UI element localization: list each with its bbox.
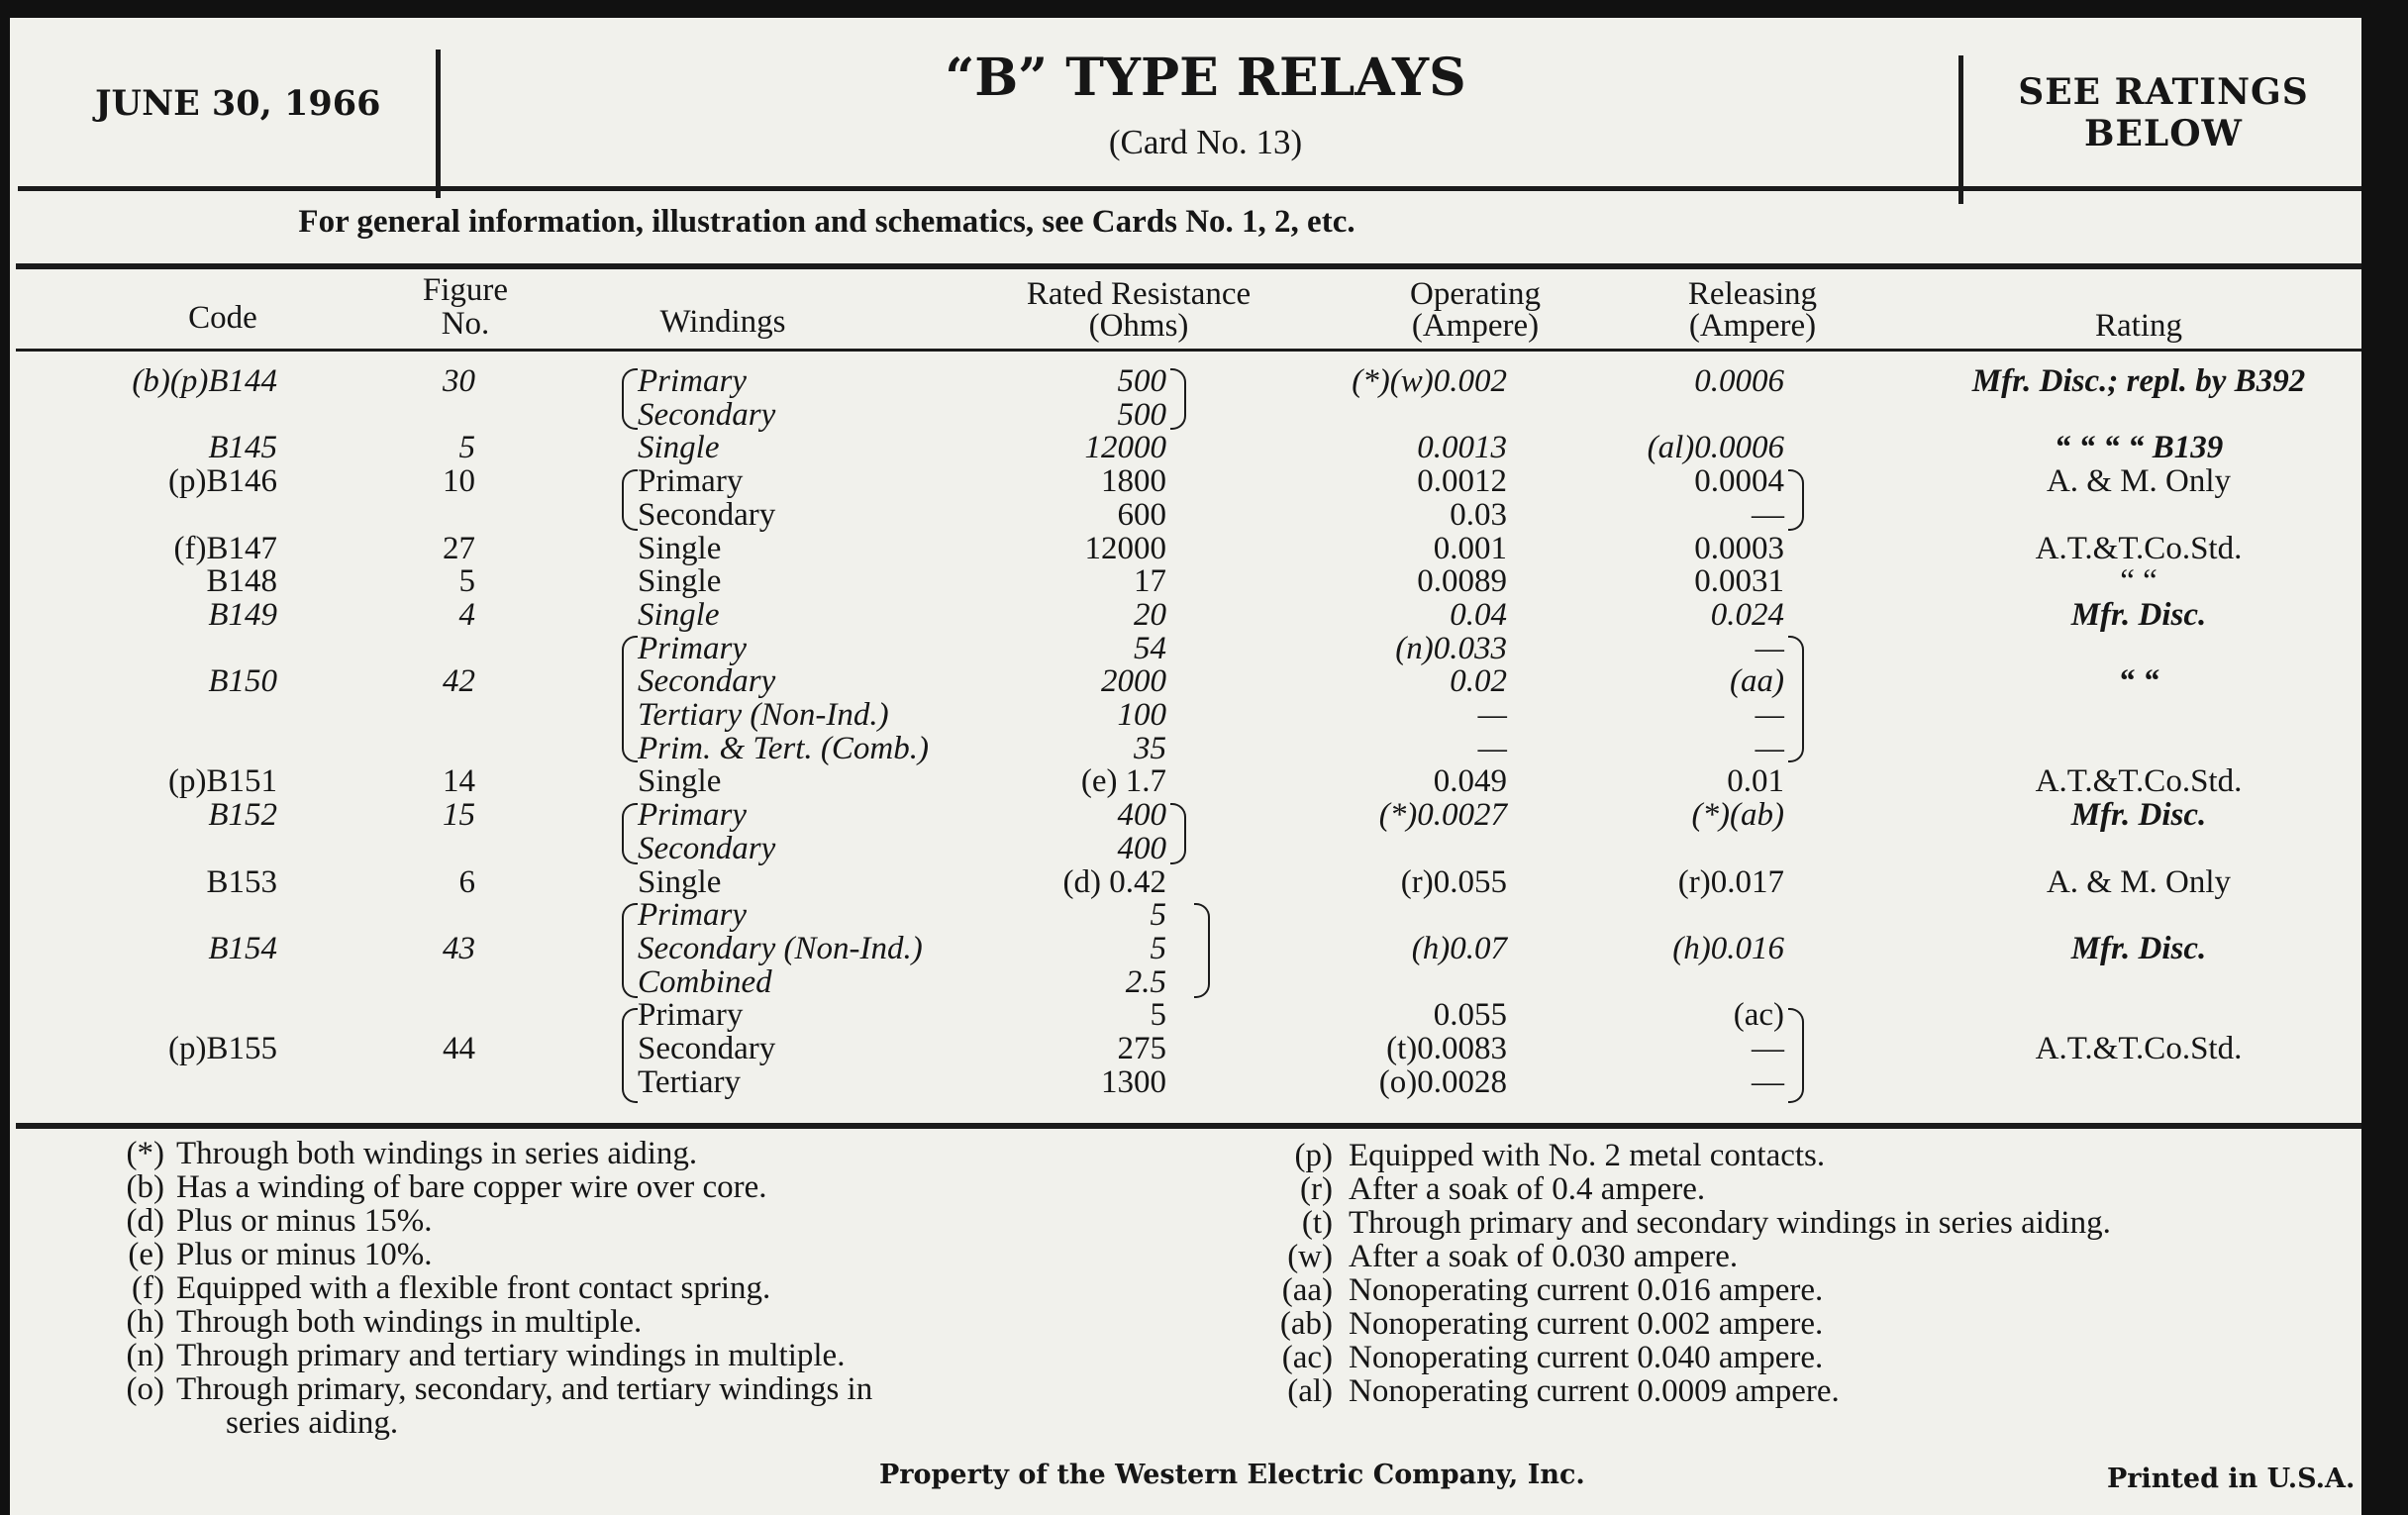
row-1-wind: Secondary	[638, 396, 776, 433]
row-0-rating: Mfr. Disc.; repl. by B392	[1971, 363, 2306, 399]
row-8-rel: —	[1755, 630, 1784, 666]
col-resistance-1: Rated Resistance	[1026, 276, 1252, 312]
footnote-right-key: (p)	[1294, 1138, 1333, 1173]
row-1-res: 500	[1117, 396, 1166, 433]
footnote-left-key: (n)	[126, 1338, 164, 1373]
row-9-rel: (aa)	[1730, 663, 1784, 700]
row-0-code: (b)(p)B144	[132, 363, 277, 399]
footnote-right-text: Equipped with No. 2 metal contacts.	[1349, 1138, 1826, 1173]
footnote-right-key: (w)	[1287, 1239, 1333, 1274]
footnote-left-key: (o)	[126, 1371, 164, 1407]
row-6-code: B148	[206, 563, 277, 600]
row-15-op: (r)0.055	[1400, 863, 1507, 900]
row-10-rel: —	[1755, 697, 1784, 733]
row-15-rating: A. & M. Only	[2046, 863, 2232, 900]
see-ratings-line1: SEE RATINGS	[2018, 71, 2309, 113]
footnote-left-key: (*)	[126, 1136, 164, 1171]
row-9-rating: “ “	[2118, 663, 2159, 700]
row-2-res: 12000	[1084, 430, 1166, 466]
row-21-rel: —	[1752, 1063, 1784, 1100]
footnote-left-text: Plus or minus 15%.	[176, 1203, 433, 1239]
footnote-left-text: Has a winding of bare copper wire over core.	[176, 1169, 767, 1205]
footnote-left-key: (h)	[126, 1304, 164, 1340]
row-12-res: (e) 1.7	[1080, 763, 1166, 800]
row-13-code: B152	[208, 797, 277, 834]
footnote-left-text: Equipped with a flexible front contact spring.	[176, 1270, 771, 1306]
footer-property: Property of the Western Electric Company, Inc.	[879, 1460, 1585, 1490]
row-9-code: B150	[208, 663, 277, 700]
row-0-rel: 0.0006	[1694, 363, 1784, 399]
row-13-rating: Mfr. Disc.	[2070, 797, 2207, 834]
table-bottom-rule	[16, 1123, 2361, 1129]
row-5-res: 12000	[1084, 530, 1166, 566]
brace-b144-left	[622, 368, 638, 430]
row-4-wind: Secondary	[638, 496, 776, 533]
row-11-res: 35	[1134, 730, 1166, 766]
row-11-op: —	[1477, 730, 1507, 766]
col-releasing-1: Releasing	[1687, 276, 1818, 312]
row-3-op: 0.0012	[1417, 463, 1507, 500]
row-0-op: (*)(w)0.002	[1352, 363, 1507, 399]
row-20-rel: —	[1752, 1031, 1784, 1066]
col-resistance-2: (Ohms)	[1088, 308, 1189, 344]
row-18-res: 2.5	[1125, 963, 1166, 1000]
brace-b150-right	[1788, 636, 1804, 762]
brace-b152-left	[622, 803, 638, 864]
card-number: (Card No. 13)	[1108, 123, 1303, 161]
row-12-code: (p)B151	[168, 763, 277, 800]
row-12-rel: 0.01	[1727, 763, 1784, 800]
footnote-o-continuation: series aiding.	[226, 1405, 399, 1441]
row-19-rel: (ac)	[1733, 997, 1784, 1034]
row-10-op: —	[1477, 697, 1507, 733]
footnote-right-text: Nonoperating current 0.016 ampere.	[1349, 1272, 1824, 1308]
row-3-rel: 0.0004	[1694, 463, 1784, 500]
row-9-fig: 42	[443, 663, 475, 700]
row-6-fig: 5	[458, 563, 475, 600]
row-9-op: 0.02	[1450, 663, 1507, 700]
row-8-op: (n)0.033	[1395, 630, 1507, 666]
footnote-left-text: Through primary and tertiary windings in multiple.	[176, 1338, 846, 1373]
header-divider-right	[1958, 55, 1963, 204]
row-3-wind: Primary	[638, 463, 744, 500]
brace-b154-left	[622, 903, 638, 998]
row-0-res: 500	[1117, 363, 1166, 399]
row-17-res: 5	[1150, 930, 1166, 966]
row-17-op: (h)0.07	[1411, 930, 1507, 966]
footer-printed: Printed in U.S.A.	[2107, 1464, 2356, 1494]
brace-b144-right	[1170, 368, 1186, 430]
row-13-op: (*)0.0027	[1378, 797, 1507, 834]
row-13-res: 400	[1117, 797, 1166, 834]
row-21-op: (o)0.0028	[1378, 1063, 1507, 1100]
footnote-right-text: After a soak of 0.4 ampere.	[1349, 1171, 1706, 1207]
info-rule	[16, 263, 2361, 269]
row-14-wind: Secondary	[638, 830, 776, 866]
col-figure-2: No.	[441, 306, 490, 342]
row-17-fig: 43	[443, 930, 475, 966]
col-windings: Windings	[659, 304, 786, 340]
footnote-right-key: (aa)	[1281, 1272, 1333, 1308]
row-16-wind: Primary	[638, 897, 747, 934]
row-11-wind: Prim. & Tert. (Comb.)	[638, 730, 929, 766]
relay-card	[10, 18, 2361, 1515]
brace-b146-left	[622, 469, 638, 531]
col-operating-1: Operating	[1410, 276, 1541, 312]
brace-b152-right	[1170, 803, 1186, 864]
row-7-res: 20	[1134, 596, 1166, 633]
row-20-fig: 44	[443, 1031, 475, 1066]
row-15-code: B153	[206, 863, 277, 900]
row-14-res: 400	[1117, 830, 1166, 866]
row-7-code: B149	[208, 596, 277, 633]
row-10-wind: Tertiary (Non-Ind.)	[638, 697, 889, 733]
footnote-right-text: Nonoperating current 0.040 ampere.	[1349, 1340, 1824, 1375]
see-ratings-line2: BELOW	[2084, 113, 2243, 154]
footnote-right-key: (ab)	[1279, 1306, 1333, 1342]
row-6-res: 17	[1134, 563, 1166, 600]
row-7-wind: Single	[638, 596, 720, 633]
footnote-left-key: (b)	[126, 1169, 164, 1205]
row-15-wind: Single	[638, 863, 722, 900]
row-12-fig: 14	[443, 763, 475, 800]
col-figure-1: Figure	[422, 272, 509, 308]
row-18-wind: Combined	[638, 963, 772, 1000]
brace-b146-right	[1788, 469, 1804, 531]
row-12-rating: A.T.&T.Co.Std.	[2035, 763, 2243, 800]
row-5-code: (f)B147	[173, 530, 277, 566]
footnote-left-text: Through both windings in multiple.	[176, 1304, 643, 1340]
col-rating: Rating	[2095, 308, 2182, 344]
row-3-fig: 10	[443, 463, 475, 500]
row-17-rel: (h)0.016	[1672, 930, 1784, 966]
row-10-res: 100	[1117, 697, 1166, 733]
footnote-left-text: Through primary, secondary, and tertiary windings in	[176, 1371, 873, 1407]
row-17-wind: Secondary (Non-Ind.)	[638, 930, 923, 966]
header-rule	[18, 186, 2361, 191]
general-info: For general information, illustration and schematics, see Cards No. 1, 2, etc.	[298, 204, 1355, 240]
row-20-res: 275	[1117, 1031, 1166, 1066]
row-7-fig: 4	[458, 596, 475, 633]
row-13-fig: 15	[443, 797, 475, 834]
row-3-rating: A. & M. Only	[2046, 463, 2232, 500]
row-12-op: 0.049	[1433, 763, 1507, 800]
row-6-wind: Single	[638, 563, 722, 600]
row-7-rating: Mfr. Disc.	[2070, 596, 2207, 633]
row-15-res: (d) 0.42	[1062, 863, 1166, 900]
brace-b150-left	[622, 636, 638, 762]
footnote-right-text: Nonoperating current 0.0009 ampere.	[1349, 1373, 1840, 1409]
brace-b155-right	[1788, 1008, 1804, 1103]
row-0-fig: 30	[443, 363, 475, 399]
row-5-fig: 27	[443, 530, 475, 566]
footnote-right-key: (ac)	[1281, 1340, 1333, 1375]
row-2-code: B145	[208, 430, 277, 466]
footnote-right-key: (al)	[1287, 1373, 1333, 1409]
row-5-rel: 0.0003	[1694, 530, 1784, 566]
row-4-res: 600	[1117, 496, 1166, 533]
footnote-right-key: (t)	[1301, 1205, 1333, 1241]
brace-b154-right	[1194, 903, 1210, 998]
column-header-rule	[16, 349, 2361, 352]
footnote-right-text: Through primary and secondary windings in series aiding.	[1349, 1205, 2111, 1241]
col-operating-2: (Ampere)	[1411, 308, 1540, 344]
footnote-left-key: (d)	[126, 1203, 164, 1239]
row-4-rel: —	[1752, 496, 1784, 533]
row-20-op: (t)0.0083	[1386, 1031, 1507, 1066]
row-9-res: 2000	[1101, 663, 1166, 700]
row-19-res: 5	[1150, 997, 1166, 1034]
row-0-wind: Primary	[638, 363, 747, 399]
row-21-res: 1300	[1101, 1063, 1166, 1100]
footnote-right-key: (r)	[1300, 1171, 1333, 1207]
brace-b155-left	[622, 1008, 638, 1103]
row-7-op: 0.04	[1450, 596, 1507, 633]
card-title: “B” TYPE RELAYS	[945, 48, 1466, 108]
row-12-wind: Single	[638, 763, 722, 800]
footnote-left-text: Plus or minus 10%.	[176, 1237, 433, 1272]
row-15-rel: (r)0.017	[1677, 863, 1784, 900]
col-releasing-2: (Ampere)	[1688, 308, 1817, 344]
row-2-fig: 5	[458, 430, 475, 466]
footnote-left-text: Through both windings in series aiding.	[176, 1136, 698, 1171]
row-4-op: 0.03	[1450, 496, 1507, 533]
row-2-wind: Single	[638, 430, 720, 466]
row-6-rating: “ “	[2120, 563, 2157, 600]
row-7-rel: 0.024	[1710, 596, 1784, 633]
row-13-rel: (*)(ab)	[1691, 797, 1784, 834]
row-2-op: 0.0013	[1417, 430, 1507, 466]
row-20-code: (p)B155	[168, 1031, 277, 1066]
footnote-left-key: (e)	[128, 1237, 164, 1272]
footnote-right-text: Nonoperating current 0.002 ampere.	[1349, 1306, 1824, 1342]
col-code: Code	[188, 300, 257, 336]
row-3-code: (p)B146	[168, 463, 277, 500]
row-11-rel: —	[1755, 730, 1784, 766]
row-16-res: 5	[1150, 897, 1166, 934]
row-15-fig: 6	[458, 863, 475, 900]
row-2-rel: (al)0.0006	[1647, 430, 1784, 466]
footnote-right-text: After a soak of 0.030 ampere.	[1349, 1239, 1739, 1274]
row-9-wind: Secondary	[638, 663, 776, 700]
row-6-op: 0.0089	[1417, 563, 1507, 600]
row-20-rating: A.T.&T.Co.Std.	[2035, 1031, 2243, 1066]
row-17-code: B154	[208, 930, 277, 966]
row-13-wind: Primary	[638, 797, 747, 834]
row-20-wind: Secondary	[638, 1031, 776, 1066]
card-date: JUNE 30, 1966	[95, 83, 381, 124]
footnote-left-key: (f)	[132, 1270, 164, 1306]
row-3-res: 1800	[1101, 463, 1166, 500]
row-19-op: 0.055	[1433, 997, 1507, 1034]
row-17-rating: Mfr. Disc.	[2070, 930, 2207, 966]
row-5-op: 0.001	[1433, 530, 1507, 566]
row-19-wind: Primary	[638, 997, 744, 1034]
row-5-rating: A.T.&T.Co.Std.	[2035, 530, 2243, 566]
row-5-wind: Single	[638, 530, 722, 566]
row-8-res: 54	[1134, 630, 1166, 666]
row-8-wind: Primary	[638, 630, 747, 666]
row-6-rel: 0.0031	[1694, 563, 1784, 600]
row-21-wind: Tertiary	[638, 1063, 741, 1100]
row-2-rating: “ “ “ “ B139	[2054, 430, 2224, 466]
